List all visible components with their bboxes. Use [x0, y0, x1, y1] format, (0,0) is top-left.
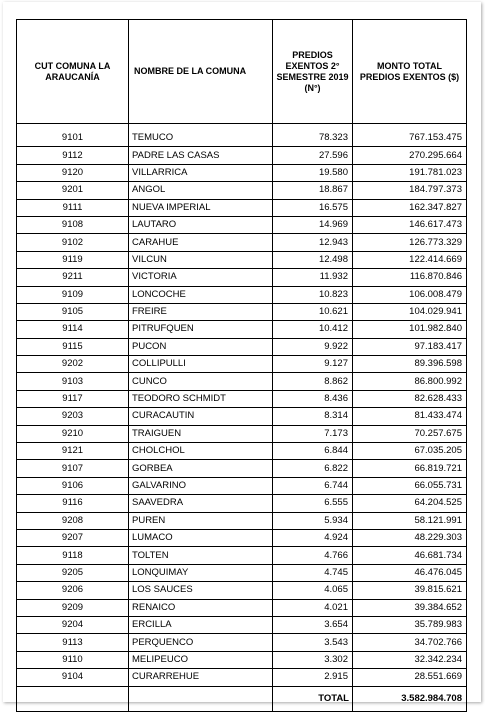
table-row	[17, 582, 467, 599]
cell-predios: 4.745	[273, 564, 353, 581]
cell-cut: 9203	[17, 408, 129, 425]
cell-nombre: TRAIGUEN	[129, 425, 273, 442]
cell-predios: 3.543	[273, 634, 353, 651]
cell-monto: 28.551.669	[353, 669, 467, 686]
cell-monto: 97.183.417	[353, 338, 467, 355]
cell-monto: 122.414.669	[353, 251, 467, 268]
cell-monto: 34.702.766	[353, 634, 467, 651]
cell-cut: 9110	[17, 651, 129, 668]
cell-nombre: COLLIPULLI	[129, 356, 273, 373]
cell-predios: 4.924	[273, 529, 353, 546]
table-header-row	[17, 20, 467, 124]
table-row	[17, 164, 467, 181]
cell-cut: 9119	[17, 251, 129, 268]
cell-nombre: RENAICO	[129, 599, 273, 616]
cell-predios: 10.621	[273, 303, 353, 320]
cell-cut: 9202	[17, 356, 129, 373]
cell-cut: 9114	[17, 321, 129, 338]
document-page	[3, 2, 481, 702]
table-body	[17, 124, 467, 687]
cell-monto: 146.617.473	[353, 216, 467, 233]
cell-cut: 9120	[17, 164, 129, 181]
cell-monto: 89.396.598	[353, 356, 467, 373]
cell-cut: 9118	[17, 547, 129, 564]
cell-cut: 9121	[17, 443, 129, 460]
table-row	[17, 234, 467, 251]
cell-monto: 101.982.840	[353, 321, 467, 338]
cell-predios: 9.922	[273, 338, 353, 355]
cell-nombre: VILCUN	[129, 251, 273, 268]
table-row	[17, 512, 467, 529]
table-row	[17, 269, 467, 286]
cell-monto: 191.781.023	[353, 164, 467, 181]
cell-nombre: CURACAUTIN	[129, 408, 273, 425]
cell-cut: 9101	[17, 130, 129, 147]
cell-nombre: ERCILLA	[129, 616, 273, 633]
cell-monto: 39.815.621	[353, 582, 467, 599]
cell-predios: 6.744	[273, 477, 353, 494]
table-row	[17, 477, 467, 494]
cell-cut: 9104	[17, 669, 129, 686]
cell-monto: 162.347.827	[353, 199, 467, 216]
cell-predios: 78.323	[273, 130, 353, 147]
table-row	[17, 547, 467, 564]
cell-predios: 2.915	[273, 669, 353, 686]
cell-predios: 12.498	[273, 251, 353, 268]
cell-nombre: FREIRE	[129, 303, 273, 320]
cell-predios: 5.934	[273, 512, 353, 529]
cell-monto: 70.257.675	[353, 425, 467, 442]
cell-nombre: CARAHUE	[129, 234, 273, 251]
header-cut: CUT COMUNA LA ARAUCANÍA	[17, 20, 129, 124]
cell-nombre: MELIPEUCO	[129, 651, 273, 668]
table-row	[17, 130, 467, 147]
table-row	[17, 251, 467, 268]
cell-predios: 12.943	[273, 234, 353, 251]
header-monto: MONTO TOTAL PREDIOS EXENTOS ($)	[353, 20, 467, 124]
cell-monto: 104.029.941	[353, 303, 467, 320]
table-row	[17, 443, 467, 460]
cell-nombre: CURARREHUE	[129, 669, 273, 686]
cell-predios: 8.314	[273, 408, 353, 425]
cell-cut: 9205	[17, 564, 129, 581]
cell-cut: 9204	[17, 616, 129, 633]
cell-monto: 184.797.373	[353, 182, 467, 199]
cell-monto: 116.870.846	[353, 269, 467, 286]
cell-cut: 9102	[17, 234, 129, 251]
cell-monto: 126.773.329	[353, 234, 467, 251]
table-row	[17, 199, 467, 216]
cell-nombre: SAAVEDRA	[129, 495, 273, 512]
cell-cut: 9209	[17, 599, 129, 616]
table-row	[17, 529, 467, 546]
cell-predios: 8.436	[273, 390, 353, 407]
cell-predios: 8.862	[273, 373, 353, 390]
table-row	[17, 669, 467, 686]
cell-nombre: GALVARINO	[129, 477, 273, 494]
table-row	[17, 286, 467, 303]
table-row	[17, 634, 467, 651]
cell-predios: 10.412	[273, 321, 353, 338]
table-row	[17, 390, 467, 407]
table-row	[17, 356, 467, 373]
total-blank-cut	[17, 686, 129, 711]
total-label: TOTAL	[273, 686, 353, 711]
table-row	[17, 651, 467, 668]
table-row	[17, 303, 467, 320]
cell-monto: 46.681.734	[353, 547, 467, 564]
table-row	[17, 616, 467, 633]
cell-cut: 9106	[17, 477, 129, 494]
cell-cut: 9115	[17, 338, 129, 355]
cell-monto: 81.433.474	[353, 408, 467, 425]
cell-cut: 9103	[17, 373, 129, 390]
cell-monto: 82.628.433	[353, 390, 467, 407]
table-row	[17, 460, 467, 477]
table-row	[17, 182, 467, 199]
cell-cut: 9211	[17, 269, 129, 286]
cell-nombre: TOLTEN	[129, 547, 273, 564]
cell-cut: 9117	[17, 390, 129, 407]
table-row	[17, 338, 467, 355]
cell-cut: 9116	[17, 495, 129, 512]
cell-nombre: ANGOL	[129, 182, 273, 199]
cell-cut: 9111	[17, 199, 129, 216]
cell-predios: 6.844	[273, 443, 353, 460]
cell-monto: 58.121.991	[353, 512, 467, 529]
cell-nombre: GORBEA	[129, 460, 273, 477]
header-predios: PREDIOS EXENTOS 2° SEMESTRE 2019 (N°)	[273, 20, 353, 124]
cell-cut: 9107	[17, 460, 129, 477]
cell-nombre: VICTORIA	[129, 269, 273, 286]
cell-predios: 7.173	[273, 425, 353, 442]
cell-predios: 4.021	[273, 599, 353, 616]
table-row	[17, 216, 467, 233]
cell-nombre: TEMUCO	[129, 130, 273, 147]
cell-cut: 9113	[17, 634, 129, 651]
cell-monto: 106.008.479	[353, 286, 467, 303]
table-row	[17, 147, 467, 164]
exempt-properties-table	[16, 19, 467, 712]
cell-monto: 32.342.234	[353, 651, 467, 668]
cell-monto: 66.055.731	[353, 477, 467, 494]
cell-nombre: CUNCO	[129, 373, 273, 390]
cell-predios: 19.580	[273, 164, 353, 181]
cell-predios: 6.555	[273, 495, 353, 512]
cell-monto: 66.819.721	[353, 460, 467, 477]
cell-cut: 9201	[17, 182, 129, 199]
cell-predios: 3.654	[273, 616, 353, 633]
cell-monto: 35.789.983	[353, 616, 467, 633]
cell-monto: 46.476.045	[353, 564, 467, 581]
cell-cut: 9105	[17, 303, 129, 320]
cell-predios: 10.823	[273, 286, 353, 303]
cell-nombre: NUEVA IMPERIAL	[129, 199, 273, 216]
cell-predios: 9.127	[273, 356, 353, 373]
cell-nombre: VILLARRICA	[129, 164, 273, 181]
cell-predios: 11.932	[273, 269, 353, 286]
cell-cut: 9210	[17, 425, 129, 442]
cell-monto: 270.295.664	[353, 147, 467, 164]
cell-predios: 16.575	[273, 199, 353, 216]
cell-predios: 18.867	[273, 182, 353, 199]
cell-nombre: PITRUFQUEN	[129, 321, 273, 338]
cell-nombre: LOS SAUCES	[129, 582, 273, 599]
cell-monto: 86.800.992	[353, 373, 467, 390]
cell-monto: 64.204.525	[353, 495, 467, 512]
cell-cut: 9109	[17, 286, 129, 303]
cell-predios: 4.065	[273, 582, 353, 599]
cell-nombre: TEODORO SCHMIDT	[129, 390, 273, 407]
table-row	[17, 495, 467, 512]
cell-nombre: PERQUENCO	[129, 634, 273, 651]
header-nombre: NOMBRE DE LA COMUNA	[129, 20, 273, 124]
table-row	[17, 408, 467, 425]
cell-predios: 3.302	[273, 651, 353, 668]
cell-predios: 4.766	[273, 547, 353, 564]
table-row	[17, 425, 467, 442]
cell-nombre: PUREN	[129, 512, 273, 529]
total-blank-nombre	[129, 686, 273, 711]
cell-nombre: PADRE LAS CASAS	[129, 147, 273, 164]
cell-monto: 48.229.303	[353, 529, 467, 546]
table-row	[17, 564, 467, 581]
table-row	[17, 599, 467, 616]
cell-cut: 9206	[17, 582, 129, 599]
cell-nombre: CHOLCHOL	[129, 443, 273, 460]
cell-cut: 9112	[17, 147, 129, 164]
cell-cut: 9208	[17, 512, 129, 529]
cell-nombre: LAUTARO	[129, 216, 273, 233]
cell-monto: 39.384.652	[353, 599, 467, 616]
cell-predios: 27.596	[273, 147, 353, 164]
total-row	[17, 686, 467, 711]
cell-nombre: LONQUIMAY	[129, 564, 273, 581]
table-row	[17, 373, 467, 390]
cell-nombre: LUMACO	[129, 529, 273, 546]
total-value: 3.582.984.708	[353, 686, 467, 711]
cell-cut: 9108	[17, 216, 129, 233]
cell-cut: 9207	[17, 529, 129, 546]
cell-predios: 6.822	[273, 460, 353, 477]
cell-nombre: PUCON	[129, 338, 273, 355]
cell-nombre: LONCOCHE	[129, 286, 273, 303]
table-row	[17, 321, 467, 338]
cell-predios: 14.969	[273, 216, 353, 233]
cell-monto: 67.035.205	[353, 443, 467, 460]
cell-monto: 767.153.475	[353, 130, 467, 147]
